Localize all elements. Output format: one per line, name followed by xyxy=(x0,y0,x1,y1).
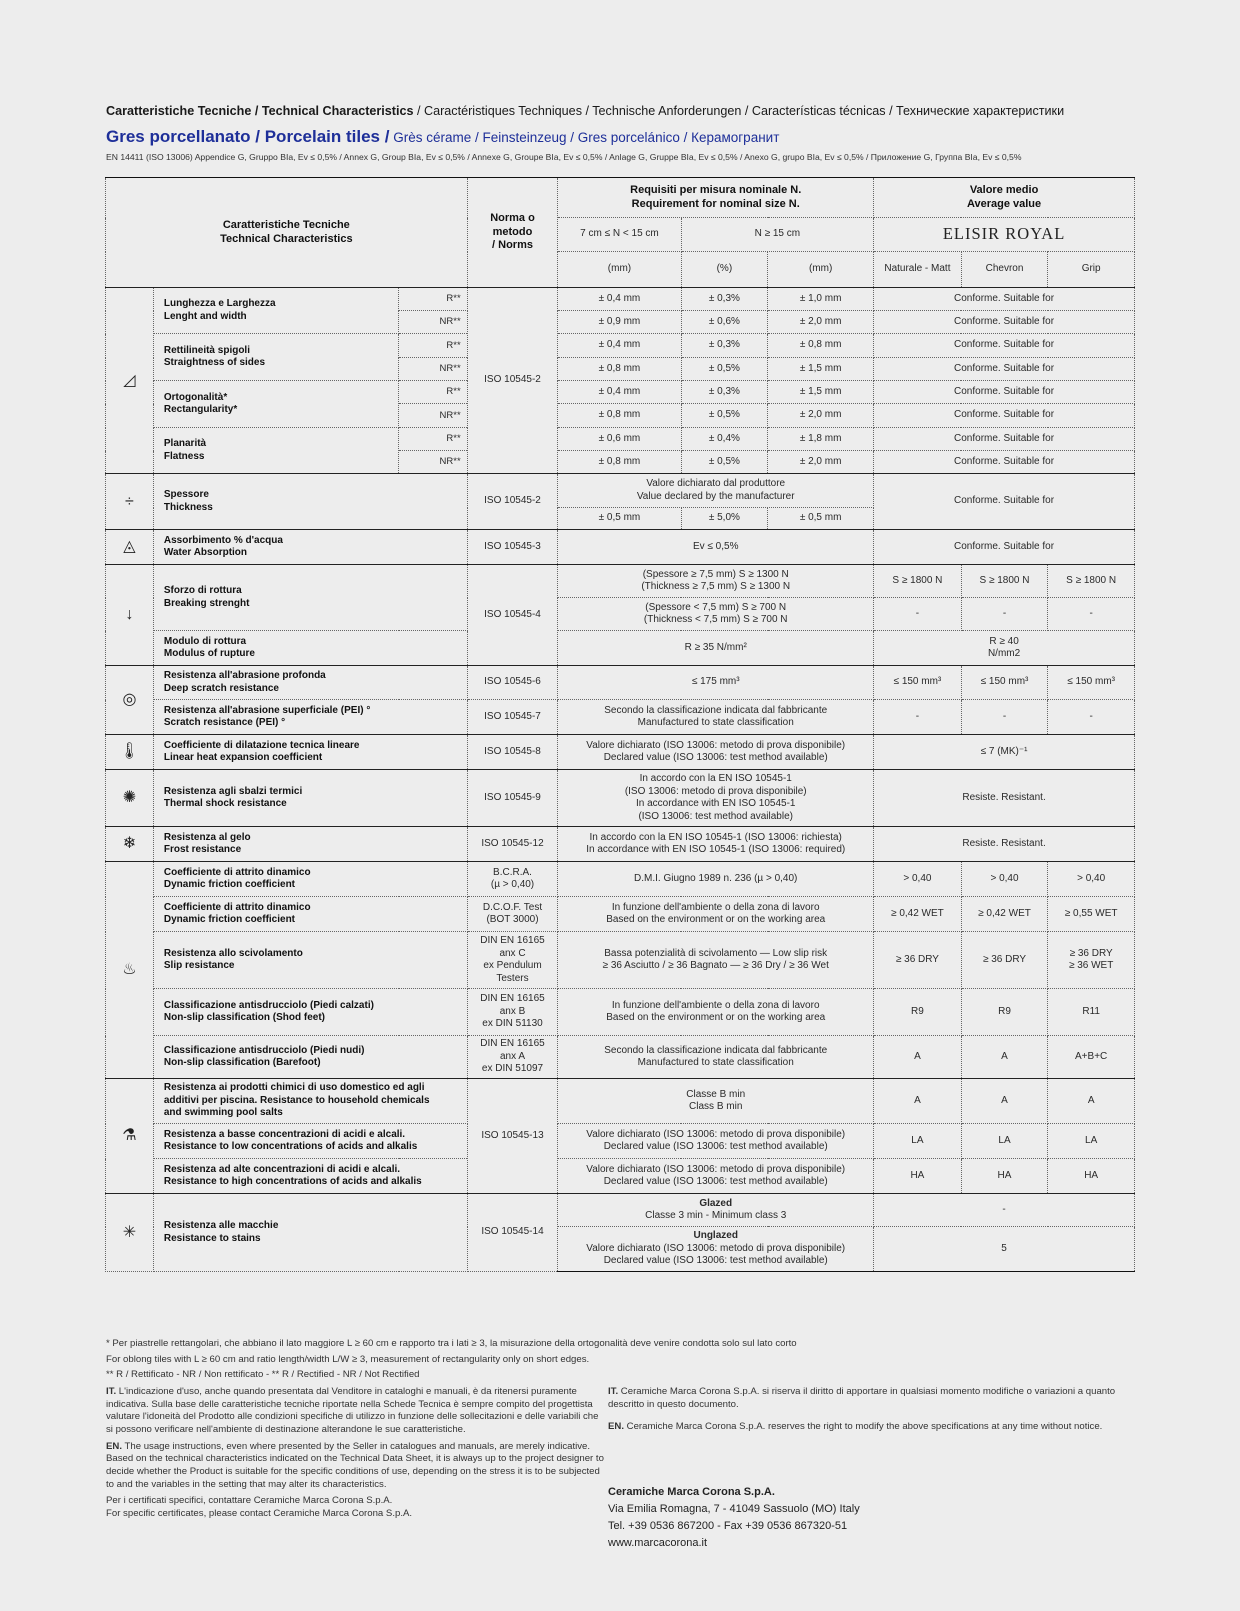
stains-label: Resistenza alle macchie Resistance to stains xyxy=(153,1194,467,1272)
water-norm: ISO 10545-3 xyxy=(467,530,558,565)
dim-value: ± 1,5 mm xyxy=(768,358,874,381)
slip-value: ≥ 36 DRY xyxy=(961,932,1048,989)
slip-resistance-label: Resistenza allo scivolamento Slip resistance xyxy=(153,932,467,989)
chemical-value: HA xyxy=(1048,1159,1135,1194)
product-brand: ELISIR ROYAL xyxy=(874,218,1135,252)
unglazed-title: Unglazed xyxy=(693,1230,738,1242)
deep-scratch-value: ≤ 150 mm³ xyxy=(1048,666,1135,700)
dim-value: ± 0,5% xyxy=(681,358,768,381)
rights-note-en-tag: EN. xyxy=(608,1421,624,1433)
thickness-icon: ÷ xyxy=(106,474,154,530)
rights-note-en xyxy=(608,1421,1138,1434)
thermal-shock-icon: ✺ xyxy=(106,770,154,827)
deep-scratch-value: ≤ 150 mm³ xyxy=(874,666,962,700)
slip-value: ≥ 36 DRY ≥ 36 WET xyxy=(1048,932,1135,989)
product-type-bold: Gres porcellanato / Porcelain tiles / xyxy=(106,127,390,146)
straightness-label: Rettilineità spigoli Straightness of sides xyxy=(153,334,399,381)
chemical-value: LA xyxy=(874,1124,962,1159)
friction-dcof-requirement: In funzione dell'ambiente o della zona di lavoro Based on the environment or on the working area xyxy=(558,897,874,932)
dim-value: ± 2,0 mm xyxy=(768,311,874,334)
slip-resistance-requirement: Bassa potenzialità di scivolamento — Low slip risk ≥ 36 Asciutto / ≥ 36 Bagnato — ≥ 36 Dry / ≥ 36 Wet xyxy=(558,932,874,989)
thickness-result: Conforme. Suitable for xyxy=(874,474,1135,530)
rights-note-it-tag: IT. xyxy=(608,1386,619,1397)
header-line-1 xyxy=(106,104,1064,118)
header-average-value: Valore medio Average value xyxy=(874,178,1135,218)
linear-expansion-norm: ISO 10545-8 xyxy=(467,735,558,770)
finish-naturale: Naturale - Matt xyxy=(874,252,962,288)
usage-note-it-tag: IT. xyxy=(106,1386,117,1397)
dim-value: ± 0,4 mm xyxy=(558,334,681,358)
breaking-arrow-icon: ↓ xyxy=(106,565,154,666)
chemical-icon: ⚗ xyxy=(106,1079,154,1194)
dim-value: ± 0,3% xyxy=(681,381,768,404)
company-name: Ceramiche Marca Corona S.p.A. xyxy=(608,1486,775,1498)
rectified-tag: R** xyxy=(399,334,467,358)
water-result: Conforme. Suitable for xyxy=(874,530,1135,565)
dim-value: ± 0,8 mm xyxy=(768,334,874,358)
thickness-declared: Valore dichiarato dal produttore Value declared by the manufacturer xyxy=(558,474,874,508)
pei-label: Resistenza all'abrasione superficiale (PEI) ° Scratch resistance (PEI) ° xyxy=(153,700,467,735)
usage-note-it-text: L'indicazione d'uso, anche quando presentata dal Venditore in cataloghi e manuali, è da ritenersi puramente indicativa. Sulla base delle caratteristiche tecniche riportate nella Schede Tecnica è sempre compito del progettista valutare l'idoneità del Prodotto alle condizioni specifiche di utilizzo in funzione delle sollecitazioni e delle variabili che si possono verificare nell'ambiente di destinazione alterandone le sue caratteristiche. xyxy=(106,1386,599,1435)
water-requirement: Ev ≤ 0,5% xyxy=(558,530,874,565)
dim-value: ± 0,8 mm xyxy=(558,451,681,474)
stains-norm: ISO 10545-14 xyxy=(467,1194,558,1272)
dim-value: ± 0,3% xyxy=(681,288,768,311)
dim-value: ± 0,8 mm xyxy=(558,404,681,428)
low-acid-label: Resistenza a basse concentrazioni di acidi e alcali. Resistance to low concentrations of acids and alkalis xyxy=(153,1124,467,1159)
dim-value: ± 2,0 mm xyxy=(768,451,874,474)
header-norms: Norma o metodo / Norms xyxy=(467,178,558,288)
finish-chevron: Chevron xyxy=(961,252,1048,288)
dim-value: ± 1,8 mm xyxy=(768,428,874,451)
chemical-value: LA xyxy=(1048,1124,1135,1159)
range-small: 7 cm ≤ N < 15 cm xyxy=(558,218,681,252)
shod-feet-value: R11 xyxy=(1048,989,1135,1036)
dim-value: ± 0,3% xyxy=(681,334,768,358)
dim-value: ± 0,4 mm xyxy=(558,381,681,404)
product-type-translations: Grès cérame / Feinsteinzeug / Gres porcelánico / Керамогранит xyxy=(389,130,780,145)
thickness-norm: ISO 10545-2 xyxy=(467,474,558,530)
glazed-title: Glazed xyxy=(699,1197,733,1209)
friction-bcra-label: Coefficiente di attrito dinamico Dynamic friction coefficient xyxy=(153,862,467,897)
company-info xyxy=(608,1484,860,1552)
rights-notes xyxy=(608,1386,1138,1444)
friction-value: > 0,40 xyxy=(874,862,962,897)
thermometer-icon: 🌡 xyxy=(106,735,154,770)
unit-mm-1: (mm) xyxy=(558,252,681,288)
high-acid-label: Resistenza ad alte concentrazioni di acidi e alcali. Resistance to high concentrations of acids and alkalis xyxy=(153,1159,467,1194)
chemical-value: HA xyxy=(961,1159,1048,1194)
unit-mm-2: (mm) xyxy=(768,252,874,288)
linear-expansion-label: Coefficiente di dilatazione tecnica lineare Linear heat expansion coefficient xyxy=(153,735,467,770)
household-chemicals-requirement: Classe B min Class B min xyxy=(558,1079,874,1124)
chemical-value: HA xyxy=(874,1159,962,1194)
chemical-value: LA xyxy=(961,1124,1048,1159)
slip-value: ≥ 36 DRY xyxy=(874,932,962,989)
breaking-value: S ≥ 1800 N xyxy=(874,565,962,598)
dim-value: ± 0,4 mm xyxy=(558,288,681,311)
chemical-norm: ISO 10545-13 xyxy=(467,1079,558,1194)
header-characteristics: Caratteristiche Tecniche Technical Characteristics xyxy=(106,178,468,288)
slip-resistance-norm: DIN EN 16165 anx C ex Pendulum Testers xyxy=(467,932,558,989)
friction-dcof-label: Coefficiente di attrito dinamico Dynamic friction coefficient xyxy=(153,897,467,932)
spec-table xyxy=(105,177,1135,1272)
friction-value: > 0,40 xyxy=(961,862,1048,897)
friction-value: > 0,40 xyxy=(1048,862,1135,897)
breaking-value: - xyxy=(874,598,962,631)
barefoot-value: A+B+C xyxy=(1048,1036,1135,1079)
shod-feet-value: R9 xyxy=(874,989,962,1036)
chemical-value: A xyxy=(874,1079,962,1124)
chemical-value: A xyxy=(961,1079,1048,1124)
water-drop-icon: ◬ xyxy=(106,530,154,565)
frost-value: Resiste. Resistant. xyxy=(874,827,1135,862)
dim-value: ± 0,9 mm xyxy=(558,311,681,334)
company-phone: Tel. +39 0536 867200 - Fax +39 0536 867320-51 xyxy=(608,1520,848,1533)
dim-result: Conforme. Suitable for xyxy=(874,311,1135,334)
glazed-text: Classe 3 min - Minimum class 3 xyxy=(645,1210,787,1221)
shod-feet-label: Classificazione antisdrucciolo (Piedi calzati) Non-slip classification (Shod feet) xyxy=(153,989,467,1036)
rectified-tag: R** xyxy=(399,381,467,404)
friction-dcof-norm: D.C.O.F. Test (BOT 3000) xyxy=(467,897,558,932)
header-title-bold: Caratteristiche Tecniche / Technical Characteristics xyxy=(106,104,414,118)
rights-note-it-text: Ceramiche Marca Corona S.p.A. si riserva il diritto di apportare in qualsiasi momento modifiche o variazioni a quanto descritto in questo documento. xyxy=(608,1386,1116,1410)
not-rectified-tag: NR** xyxy=(399,451,467,474)
friction-bcra-requirement: D.M.I. Giugno 1989 n. 236 (µ > 0,40) xyxy=(558,862,874,897)
dim-result: Conforme. Suitable for xyxy=(874,358,1135,381)
rectified-tag: R** xyxy=(399,288,467,311)
thickness-value: ± 0,5 mm xyxy=(558,508,681,530)
pei-norm: ISO 10545-7 xyxy=(467,700,558,735)
thermal-shock-label: Resistenza agli sbalzi termici Thermal shock resistance xyxy=(153,770,467,827)
barefoot-requirement: Secondo la classificazione indicata dal fabbricante Manufactured to state classification xyxy=(558,1036,874,1079)
unit-percent: (%) xyxy=(681,252,768,288)
deep-scratch-norm: ISO 10545-6 xyxy=(467,666,558,700)
shod-feet-value: R9 xyxy=(961,989,1048,1036)
rights-note-en-text: Ceramiche Marca Corona S.p.A. reserves the right to modify the above specifications at any time without notice. xyxy=(624,1421,1103,1433)
company-website[interactable]: www.marcacorona.it xyxy=(608,1537,708,1550)
footnote-rectangularity-en: For oblong tiles with L ≥ 60 cm and ratio length/width L/W ≥ 3, measurement of rectangularity only on short edges. xyxy=(106,1353,590,1365)
modulus-value: R ≥ 40 N/mm2 xyxy=(874,631,1135,666)
header-requirements: Requisiti per misura nominale N. Requirement for nominal size N. xyxy=(558,178,874,218)
frost-label: Resistenza al gelo Frost resistance xyxy=(153,827,467,862)
rights-note-it xyxy=(608,1386,1138,1411)
deep-scratch-requirement: ≤ 175 mm³ xyxy=(558,666,874,700)
not-rectified-tag: NR** xyxy=(399,311,467,334)
pei-value: - xyxy=(874,700,962,735)
abrasion-icon: ◎ xyxy=(106,666,154,735)
barefoot-value: A xyxy=(874,1036,962,1079)
pei-requirement: Secondo la classificazione indicata dal fabbricante Manufactured to state classification xyxy=(558,700,874,735)
thermal-shock-value: Resiste. Resistant. xyxy=(874,770,1135,827)
friction-bcra-norm: B.C.R.A. (µ > 0,40) xyxy=(467,862,558,897)
usage-note-en-text: The usage instructions, even where presented by the Seller in catalogues and manuals, are merely indicative. Based on the technical characteristics indicated on the Technical Data Sheet, it is always up to the project designer to decide whether the Product is suitable for the specific conditions of use, depending on the stress it is to be subjected to and the variables in the setting that may alter its characteristics. xyxy=(106,1440,604,1490)
stain-icon: ✳ xyxy=(106,1194,154,1272)
usage-notes xyxy=(106,1386,606,1521)
unglazed-value: 5 xyxy=(874,1227,1135,1272)
linear-expansion-requirement: Valore dichiarato (ISO 13006: metodo di prova disponibile) Declared value (ISO 13006: test method available) xyxy=(558,735,874,770)
low-acid-requirement: Valore dichiarato (ISO 13006: metodo di prova disponibile) Declared value (ISO 13006: test method available) xyxy=(558,1124,874,1159)
barefoot-norm: DIN EN 16165 anx A ex DIN 51097 xyxy=(467,1036,558,1079)
company-address: Via Emilia Romagna, 7 - 41049 Sassuolo (MO) Italy xyxy=(608,1503,860,1516)
thickness-label: Spessore Thickness xyxy=(153,474,467,530)
deep-scratch-label: Resistenza all'abrasione profonda Deep scratch resistance xyxy=(153,666,467,700)
dim-value: ± 1,0 mm xyxy=(768,288,874,311)
breaking-strength-label: Sforzo di rottura Breaking strenght xyxy=(153,565,467,631)
unglazed-text: Valore dichiarato (ISO 13006: metodo di prova disponibile) Declared value (ISO 13006: test method available) xyxy=(586,1242,846,1267)
linear-expansion-value: ≤ 7 (MK)⁻¹ xyxy=(874,735,1135,770)
dim-value: ± 0,4% xyxy=(681,428,768,451)
thermal-shock-requirement: In accordo con la EN ISO 10545-1 (ISO 13006: metodo di prova disponibile) In accordance with EN ISO 10545-1 (ISO 13006: test method available) xyxy=(558,770,874,827)
dim-result: Conforme. Suitable for xyxy=(874,404,1135,428)
dim-value: ± 1,5 mm xyxy=(768,381,874,404)
snowflake-icon: ❄ xyxy=(106,827,154,862)
high-acid-requirement: Valore dichiarato (ISO 13006: metodo di prova disponibile) Declared value (ISO 13006: test method available) xyxy=(558,1159,874,1194)
header-title-translations: / Caractéristiques Techniques / Technische Anforderungen / Características técnicas / Технические характеристики xyxy=(413,104,1065,118)
glazed-value: - xyxy=(874,1194,1135,1227)
friction-value: ≥ 0,42 WET xyxy=(874,897,962,932)
deep-scratch-value: ≤ 150 mm³ xyxy=(961,666,1048,700)
footnote-rectified: ** R / Rettificato - NR / Non rettificato - ** R / Rectified - NR / Not Rectified xyxy=(106,1369,420,1381)
breaking-value: - xyxy=(1048,598,1135,631)
dim-value: ± 0,6 mm xyxy=(558,428,681,451)
breaking-value: S ≥ 1800 N xyxy=(961,565,1048,598)
thermal-shock-norm: ISO 10545-9 xyxy=(467,770,558,827)
footnotes xyxy=(106,1338,1146,1385)
modulus-rupture-label: Modulo di rottura Modulus of rupture xyxy=(153,631,467,666)
dim-result: Conforme. Suitable for xyxy=(874,451,1135,474)
dim-value: ± 2,0 mm xyxy=(768,404,874,428)
thickness-value: ± 5,0% xyxy=(681,508,768,530)
dim-result: Conforme. Suitable for xyxy=(874,381,1135,404)
frost-norm: ISO 10545-12 xyxy=(467,827,558,862)
certificates-it: Per i certificati specifici, contattare Ceramiche Marca Corona S.p.A. xyxy=(106,1495,393,1507)
flatness-label: Planarità Flatness xyxy=(153,428,399,474)
barefoot-value: A xyxy=(961,1036,1048,1079)
thickness-value: ± 0,5 mm xyxy=(768,508,874,530)
chemical-value: A xyxy=(1048,1079,1135,1124)
water-absorption-label: Assorbimento % d'acqua Water Absorption xyxy=(153,530,467,565)
friction-value: ≥ 0,55 WET xyxy=(1048,897,1135,932)
household-chemicals-label: Resistenza ai prodotti chimici di uso domestico ed agli additivi per piscina. Resistance to household chemicals and swimming pool salts xyxy=(153,1079,467,1124)
usage-note-en xyxy=(106,1441,606,1492)
breaking-value: S ≥ 1800 N xyxy=(1048,565,1135,598)
header-line-2 xyxy=(106,127,779,147)
rectangularity-label: Ortogonalità* Rectangularity* xyxy=(153,381,399,428)
breaking-value: - xyxy=(961,598,1048,631)
dim-result: Conforme. Suitable for xyxy=(874,428,1135,451)
shod-feet-requirement: In funzione dell'ambiente o della zona di lavoro Based on the environment or on the working area xyxy=(558,989,874,1036)
footnote-rectangularity-it: * Per piastrelle rettangolari, che abbiano il lato maggiore L ≥ 60 cm e rapporto tra i lati ≥ 3, la misurazione della ortogonalità deve venire condotta solo sul lato corto xyxy=(106,1338,797,1349)
dimension-icon: ◿ xyxy=(106,288,154,474)
not-rectified-tag: NR** xyxy=(399,404,467,428)
breaking-req-thin: (Spessore < 7,5 mm) S ≥ 700 N (Thickness < 7,5 mm) S ≥ 700 N xyxy=(558,598,874,631)
rectified-tag: R** xyxy=(399,428,467,451)
barefoot-label: Classificazione antisdrucciolo (Piedi nudi) Non-slip classification (Barefoot) xyxy=(153,1036,467,1079)
not-rectified-tag: NR** xyxy=(399,358,467,381)
usage-note-it xyxy=(106,1386,606,1437)
dim-value: ± 0,8 mm xyxy=(558,358,681,381)
finish-grip: Grip xyxy=(1048,252,1135,288)
dim-norm: ISO 10545-2 xyxy=(467,288,558,474)
breaking-norm: ISO 10545-4 xyxy=(467,565,558,666)
glazed-requirement xyxy=(558,1194,874,1227)
shod-feet-norm: DIN EN 16165 anx B ex DIN 51130 xyxy=(467,989,558,1036)
frost-requirement: In accordo con la EN ISO 10545-1 (ISO 13006: richiesta) In accordance with EN ISO 10545-1 (ISO 13006: required) xyxy=(558,827,874,862)
dim-value: ± 0,5% xyxy=(681,404,768,428)
usage-note-en-tag: EN. xyxy=(106,1440,122,1452)
standard-reference: EN 14411 (ISO 13006) Appendice G, Gruppo BIa, Ev ≤ 0,5% / Annex G, Group BIa, Ev ≤ 0,5% / Annexe G, Groupe BIa, Ev ≤ 0,5% / Anlage G, Gruppe BIa, Ev ≤ 0,5% / Anexo G, grupo BIa, Ev ≤ 0,5% / Приложение G, Группа BIa, Ev ≤ 0,5% xyxy=(106,152,1022,162)
pei-value: - xyxy=(961,700,1048,735)
dim-result: Conforme. Suitable for xyxy=(874,334,1135,358)
dim-value: ± 0,6% xyxy=(681,311,768,334)
certificates-en: For specific certificates, please contact Ceramiche Marca Corona S.p.A. xyxy=(106,1507,413,1519)
modulus-requirement: R ≥ 35 N/mm² xyxy=(558,631,874,666)
pei-value: - xyxy=(1048,700,1135,735)
length-width-label: Lunghezza e Larghezza Lenght and width xyxy=(153,288,399,334)
dim-result: Conforme. Suitable for xyxy=(874,288,1135,311)
slip-icon: ♨ xyxy=(106,862,154,1079)
range-large: N ≥ 15 cm xyxy=(681,218,874,252)
unglazed-requirement xyxy=(558,1227,874,1272)
dim-value: ± 0,5% xyxy=(681,451,768,474)
friction-value: ≥ 0,42 WET xyxy=(961,897,1048,932)
breaking-req-thick: (Spessore ≥ 7,5 mm) S ≥ 1300 N (Thickness ≥ 7,5 mm) S ≥ 1300 N xyxy=(558,565,874,598)
